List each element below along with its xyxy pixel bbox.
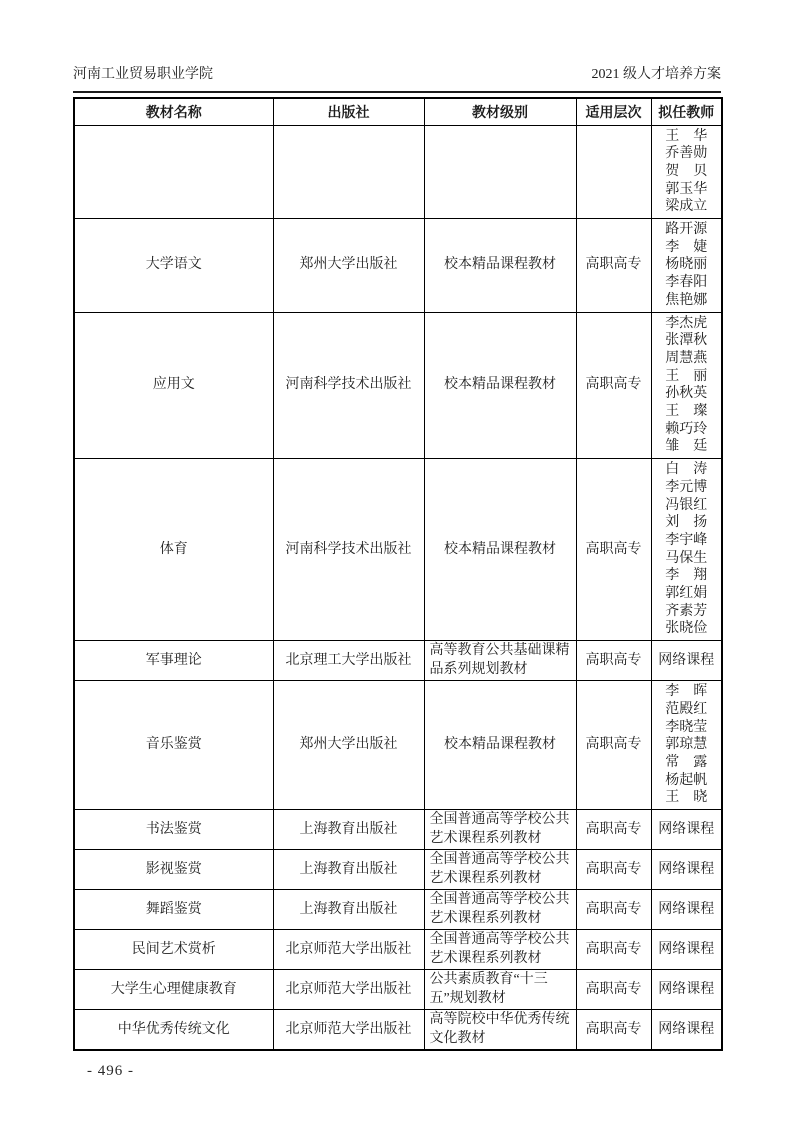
- cell-level: 全国普通高等学校公共艺术课程系列教材: [424, 930, 576, 970]
- cell-layer: 高职高专: [576, 810, 651, 850]
- teacher-name: 网络课程: [658, 821, 715, 837]
- teacher-name: 郭玉华: [665, 181, 708, 197]
- cell-publisher: 上海教育出版社: [273, 890, 424, 930]
- table-header-row: [74, 98, 722, 125]
- teacher-name: 路开源: [665, 222, 708, 238]
- teacher-name: 周慧燕: [665, 350, 708, 366]
- cell-textbook-name: 音乐鉴赏: [74, 681, 273, 810]
- cell-textbook-name: 中华优秀传统文化: [74, 1010, 273, 1051]
- table-row: [74, 890, 722, 930]
- table-row: [74, 219, 722, 313]
- table-row: [74, 312, 722, 459]
- teacher-name: 网络课程: [658, 1021, 715, 1037]
- cell-teachers: [651, 681, 722, 810]
- cell-teachers: [651, 970, 722, 1010]
- teacher-name: 李宇峰: [665, 532, 708, 548]
- table-row: [74, 125, 722, 219]
- cell-publisher: 郑州大学出版社: [273, 219, 424, 313]
- teacher-name: 李元博: [665, 479, 708, 495]
- cell-teachers: [651, 1010, 722, 1051]
- teacher-name: 李晓莹: [665, 719, 708, 735]
- teacher-name: 常 露: [665, 755, 708, 770]
- teacher-name: 雏 廷: [665, 439, 708, 455]
- cell-textbook-name: 军事理论: [74, 641, 273, 681]
- teacher-name: 李 晖: [665, 684, 708, 700]
- cell-level: 全国普通高等学校公共艺术课程系列教材: [424, 850, 576, 890]
- cell-textbook-name: 应用文: [74, 312, 273, 459]
- teacher-name: 冯银红: [665, 497, 708, 513]
- cell-publisher: 河南科学技术出版社: [273, 459, 424, 641]
- cell-teachers: [651, 850, 722, 890]
- table-body: [74, 125, 722, 1050]
- cell-layer: 高职高专: [576, 219, 651, 313]
- teacher-name: 王 丽: [665, 368, 708, 384]
- header-plan-title: 2021 级人才培养方案: [591, 67, 721, 82]
- teacher-name: 王 璨: [665, 404, 708, 420]
- teacher-name: 郭红娟: [665, 586, 708, 602]
- teacher-name: 齐素芳: [665, 603, 708, 619]
- cell-publisher: 北京师范大学出版社: [273, 1010, 424, 1051]
- cell-teachers: [651, 890, 722, 930]
- cell-level: 公共素质教育“十三五”规划教材: [424, 970, 576, 1010]
- cell-level: 高等教育公共基础课精品系列规划教材: [424, 641, 576, 681]
- cell-publisher: [273, 125, 424, 219]
- cell-publisher: 上海教育出版社: [273, 810, 424, 850]
- cell-textbook-name: 民间艺术赏析: [74, 930, 273, 970]
- teacher-name: 李 翔: [665, 568, 708, 584]
- cell-teachers: [651, 810, 722, 850]
- table-row: [74, 970, 722, 1010]
- column-header-layer: 适用层次: [576, 98, 651, 125]
- teacher-name: 梁成立: [665, 199, 708, 215]
- cell-layer: 高职高专: [576, 1010, 651, 1051]
- cell-teachers: [651, 125, 722, 219]
- teacher-name: 乔善勋: [665, 146, 708, 162]
- column-header-publisher: 出版社: [273, 98, 424, 125]
- teacher-name: 范殿红: [665, 701, 708, 717]
- teacher-name: 网络课程: [658, 901, 715, 917]
- teacher-name: 贺 贝: [665, 163, 708, 179]
- teacher-name: 王 晓: [665, 790, 708, 806]
- cell-level: [424, 125, 576, 219]
- column-header-teachers: 拟任教师: [651, 98, 722, 125]
- cell-level: 全国普通高等学校公共艺术课程系列教材: [424, 890, 576, 930]
- teacher-name: 杨晓丽: [665, 257, 708, 273]
- teacher-name: 郭琼慧: [665, 737, 708, 753]
- textbook-table: [73, 97, 723, 1051]
- teacher-name: 李杰虎: [665, 315, 708, 331]
- cell-layer: 高职高专: [576, 930, 651, 970]
- table-row: [74, 850, 722, 890]
- cell-level: 校本精品课程教材: [424, 219, 576, 313]
- cell-layer: [576, 125, 651, 219]
- teacher-name: 网络课程: [658, 861, 715, 877]
- cell-level: 校本精品课程教材: [424, 312, 576, 459]
- cell-teachers: [651, 312, 722, 459]
- cell-textbook-name: 影视鉴赏: [74, 850, 273, 890]
- table-row: [74, 459, 722, 641]
- cell-layer: 高职高专: [576, 312, 651, 459]
- table-row: [74, 1010, 722, 1051]
- cell-textbook-name: 书法鉴赏: [74, 810, 273, 850]
- teacher-name: 网络课程: [658, 981, 715, 997]
- cell-textbook-name: 体育: [74, 459, 273, 641]
- cell-publisher: 郑州大学出版社: [273, 681, 424, 810]
- cell-layer: 高职高专: [576, 641, 651, 681]
- cell-teachers: [651, 930, 722, 970]
- teacher-name: 赖巧玲: [665, 421, 708, 437]
- teacher-name: 李春阳: [665, 275, 708, 291]
- cell-textbook-name: [74, 125, 273, 219]
- cell-layer: 高职高专: [576, 850, 651, 890]
- teacher-name: 李 婕: [665, 239, 708, 255]
- page-content: [73, 66, 721, 1080]
- running-header: [73, 66, 721, 93]
- cell-layer: 高职高专: [576, 459, 651, 641]
- cell-level: 全国普通高等学校公共艺术课程系列教材: [424, 810, 576, 850]
- cell-publisher: 北京师范大学出版社: [273, 970, 424, 1010]
- cell-teachers: [651, 641, 722, 681]
- teacher-name: 焦艳娜: [665, 292, 708, 308]
- cell-teachers: [651, 459, 722, 641]
- cell-level: 校本精品课程教材: [424, 681, 576, 810]
- cell-textbook-name: 大学语文: [74, 219, 273, 313]
- cell-textbook-name: 大学生心理健康教育: [74, 970, 273, 1010]
- cell-level: 高等院校中华优秀传统文化教材: [424, 1010, 576, 1051]
- cell-publisher: 北京理工大学出版社: [273, 641, 424, 681]
- teacher-name: 张晓俭: [665, 621, 708, 637]
- cell-layer: 高职高专: [576, 681, 651, 810]
- cell-publisher: 上海教育出版社: [273, 850, 424, 890]
- teacher-name: 王 华: [665, 128, 708, 144]
- cell-teachers: [651, 219, 722, 313]
- cell-layer: 高职高专: [576, 890, 651, 930]
- teacher-name: 网络课程: [658, 652, 715, 668]
- teacher-name: 刘 扬: [665, 515, 708, 531]
- page-number: - 496 -: [87, 1063, 134, 1080]
- teacher-name: 张潭秋: [665, 333, 708, 349]
- column-header-level: 教材级别: [424, 98, 576, 125]
- teacher-name: 网络课程: [658, 941, 715, 957]
- table-row: [74, 810, 722, 850]
- cell-level: 校本精品课程教材: [424, 459, 576, 641]
- column-header-textbook-name: 教材名称: [74, 98, 273, 125]
- teacher-name: 杨起帆: [665, 772, 708, 788]
- table-row: [74, 930, 722, 970]
- teacher-name: 白 涛: [665, 462, 708, 478]
- header-school-name: 河南工业贸易职业学院: [73, 67, 213, 82]
- table-row: [74, 681, 722, 810]
- teacher-name: 孙秋英: [665, 386, 708, 402]
- cell-publisher: 北京师范大学出版社: [273, 930, 424, 970]
- cell-textbook-name: 舞蹈鉴赏: [74, 890, 273, 930]
- table-header: [74, 98, 722, 125]
- cell-publisher: 河南科学技术出版社: [273, 312, 424, 459]
- teacher-name: 马保生: [665, 550, 708, 566]
- cell-layer: 高职高专: [576, 970, 651, 1010]
- table-row: [74, 641, 722, 681]
